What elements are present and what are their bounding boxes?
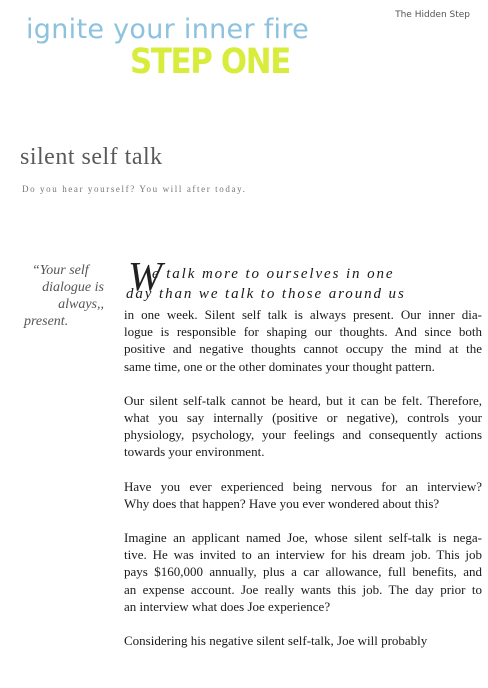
text-line: what you say internally (positive or negative), controls your (124, 410, 482, 426)
text-line: an interview what does Joe experience? (124, 598, 331, 614)
step-heading: STEP ONE (130, 42, 290, 82)
pull-quote (24, 262, 104, 330)
text-line: Imagine an applicant named Joe, whose silent self-talk is nega- (124, 530, 482, 546)
paragraph (124, 529, 482, 615)
pull-quote-line: always,, (58, 297, 104, 312)
text-line: positive and negative thoughts cannot occupy the mind at the (124, 341, 482, 357)
pull-quote-line: “Your self (32, 263, 89, 278)
text-line: Why does that happen? Have you ever wondered about this? (124, 495, 440, 511)
paragraph (124, 478, 482, 512)
text-line: towards your environment. (124, 444, 265, 460)
running-head: The Hidden Step (395, 10, 470, 20)
chapter-subtitle: Do you hear yourself? You will after today. (22, 184, 247, 194)
lead-line: e talk more to ourselves in one (152, 266, 395, 282)
paragraph (124, 306, 482, 375)
paragraph (124, 392, 482, 461)
pull-quote-line: present. (24, 314, 69, 329)
book-title: ignite your inner fire (26, 14, 310, 45)
lead-in (124, 253, 482, 306)
body-text (124, 253, 482, 666)
lead-line: day than we talk to those around us (126, 286, 406, 302)
drop-cap: W (128, 253, 163, 299)
text-line: same time, one or the other dominates your thought pattern. (124, 358, 435, 374)
text-line: physiology, psychology, your feelings and consequently actions (124, 427, 482, 443)
text-line: pays $160,000 annually, plus a car allowance, full benefits, and (124, 564, 482, 580)
text-line: logue is responsible for shaping our thoughts. And since both (124, 324, 482, 340)
text-line: in one week. Silent self talk is always present. Our inner dia- (124, 307, 482, 322)
paragraph (124, 632, 482, 649)
text-line: an expense account. Joe really wants this job. The day prior to (124, 581, 482, 597)
chapter-title: silent self talk (20, 144, 163, 170)
pull-quote-line: dialogue is (42, 280, 104, 295)
text-line: Our silent self-talk cannot be heard, but it can be felt. Therefore, (124, 392, 482, 408)
text-line: tive. He was invited to an interview for his dream job. This job (124, 547, 482, 563)
text-line: Have you ever experienced being nervous for an interview? (124, 478, 482, 494)
text-line: Considering his negative silent self-talk, Joe will probably (124, 633, 428, 649)
